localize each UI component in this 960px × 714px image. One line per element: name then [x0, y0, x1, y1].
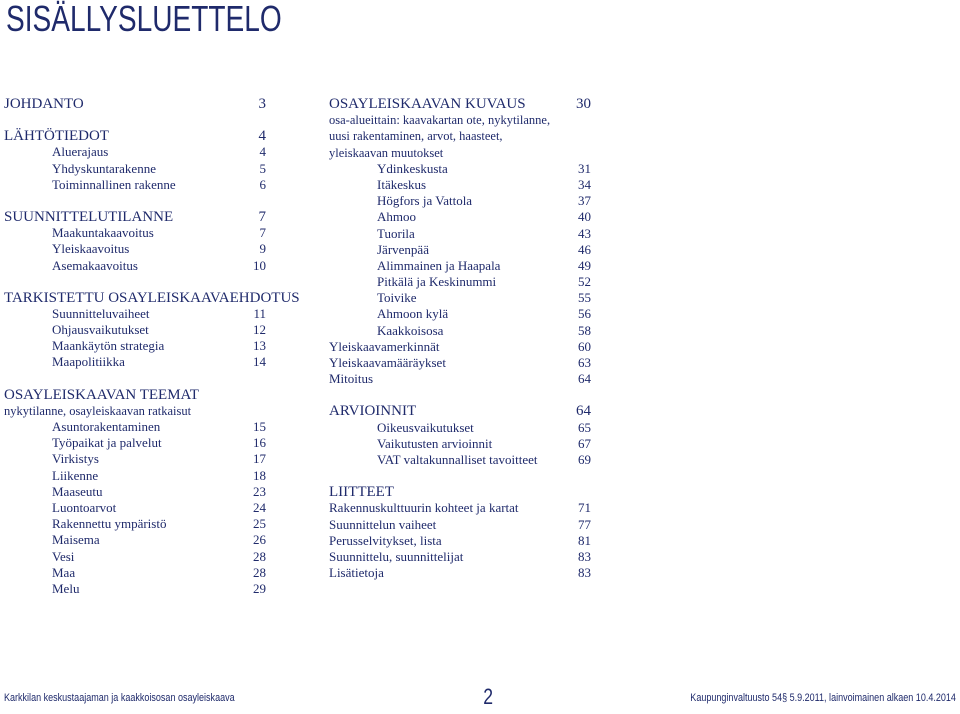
toc-entry[interactable] [4, 177, 266, 193]
toc-page-number: 63 [578, 355, 591, 370]
toc-page-number: 18 [253, 467, 266, 483]
toc-page-number: 14 [253, 354, 266, 370]
toc-entry[interactable] [329, 242, 591, 258]
toc-entry-title: SUUNNITTELUTILANNE [4, 208, 174, 225]
toc-entry-title: Virkistys [52, 451, 99, 467]
toc-entry[interactable] [329, 420, 591, 436]
toc-entry[interactable] [4, 484, 266, 500]
toc-entry-title: Yleiskaavoitus [52, 241, 130, 257]
toc-page-number: 28 [253, 548, 266, 564]
toc-entry[interactable] [329, 306, 591, 322]
toc-page-number: 55 [578, 290, 591, 306]
toc-section-heading[interactable] [4, 128, 266, 144]
toc-page-number: 83 [578, 565, 591, 581]
toc-entry[interactable] [329, 226, 591, 242]
toc-page-number: 24 [253, 499, 266, 515]
toc-entry[interactable] [4, 322, 266, 338]
toc-left-column [4, 96, 300, 597]
toc-page-number: 37 [578, 193, 591, 209]
toc-entry-title: Rakennuskulttuurin kohteet ja kartat [329, 500, 519, 516]
page-title: SISÄLLYSLUETTELO [6, 0, 282, 39]
toc-page-number: 29 [253, 580, 266, 596]
toc-entry-title: Ahmoon kylä [377, 306, 449, 322]
toc-entry-title: Suunnitteluvaiheet [52, 305, 150, 321]
toc-entry-title: uusi rakentaminen, arvot, haasteet, [329, 129, 503, 144]
toc-section-note[interactable] [329, 145, 591, 161]
toc-page-number: 28 [253, 564, 266, 580]
toc-section-heading[interactable] [329, 96, 591, 112]
toc-entry-title: Rakennettu ympäristö [52, 516, 167, 532]
toc-entry[interactable] [329, 436, 591, 452]
toc-entry[interactable] [329, 274, 591, 290]
toc-entry-title: LÄHTÖTIEDOT [4, 128, 109, 145]
footer-document-title: Karkkilan keskustaajaman ja kaakkoisosan osayleiskaava [4, 692, 235, 704]
toc-entry[interactable] [329, 290, 591, 306]
toc-page-number: 69 [578, 451, 591, 467]
toc-page-number: 25 [253, 516, 266, 532]
toc-page-number: 46 [578, 241, 591, 257]
toc-entry-title: Maisema [52, 532, 100, 548]
toc-entry[interactable] [4, 338, 266, 354]
toc-entry[interactable] [329, 177, 591, 193]
toc-page-number: 9 [259, 241, 266, 257]
toc-entry-title: Pitkälä ja Keskinummi [377, 274, 497, 290]
toc-page-number: 81 [578, 532, 591, 548]
toc-entry[interactable] [4, 225, 266, 241]
toc-entry[interactable] [329, 339, 591, 355]
toc-page-number: 71 [578, 500, 591, 516]
toc-page-number: 30 [576, 96, 591, 112]
toc-entry-title: VAT valtakunnalliset tavoitteet [377, 451, 538, 467]
toc-entry-title: Maakuntakaavoitus [52, 225, 154, 241]
toc-entry-title: JOHDANTO [4, 96, 84, 112]
section-spacer [4, 112, 266, 128]
section-spacer [4, 371, 266, 387]
toc-page-number: 43 [578, 225, 591, 241]
toc-section-heading[interactable] [4, 387, 266, 403]
toc-entry[interactable] [329, 161, 591, 177]
toc-page-number: 4 [258, 128, 266, 145]
section-spacer [329, 468, 591, 484]
toc-page-number: 31 [578, 160, 591, 176]
toc-page-number: 65 [578, 419, 591, 435]
toc-entry-title: osa-alueittain: kaavakartan ote, nykytilanne, [329, 113, 551, 128]
toc-entry-title: Suunnittelu, suunnittelijat [329, 548, 464, 564]
toc-page-number: 12 [253, 322, 266, 338]
toc-entry-title: OSAYLEISKAAVAN KUVAUS [329, 96, 526, 112]
toc-entry[interactable] [329, 193, 591, 209]
toc-entry[interactable] [4, 565, 266, 581]
toc-entry-title: Alimmainen ja Haapala [377, 257, 501, 273]
toc-entry-title: Ohjausvaikutukset [52, 322, 149, 338]
toc-entry[interactable] [4, 435, 266, 451]
toc-entry-title: Högfors ja Vattola [377, 193, 473, 209]
toc-page-number: 23 [253, 483, 266, 499]
toc-section-heading[interactable] [329, 484, 591, 500]
toc-entry[interactable] [329, 517, 591, 533]
toc-page-number: 13 [253, 338, 266, 354]
toc-page-number: 49 [578, 257, 591, 273]
toc-page-number: 83 [578, 548, 591, 564]
toc-page-number: 40 [578, 209, 591, 225]
toc-entry[interactable] [329, 533, 591, 549]
toc-entry-title: Toiminnallinen rakenne [52, 176, 176, 192]
toc-entry[interactable] [4, 516, 266, 532]
toc-section-note[interactable] [4, 403, 266, 419]
toc-entry-title: Mitoitus [329, 371, 374, 387]
toc-entry-title: Kaakkoisosa [377, 322, 444, 338]
toc-page-number: 5 [259, 160, 266, 176]
toc-page-number: 11 [253, 305, 266, 321]
toc-entry-title: Toivike [377, 290, 417, 306]
toc-entry[interactable] [329, 371, 591, 387]
toc-entry-title: Tuorila [377, 225, 415, 241]
toc-section-note[interactable] [329, 128, 591, 144]
toc-page-number: 60 [578, 338, 591, 354]
toc-section-heading[interactable] [329, 403, 591, 419]
toc-page-number: 26 [253, 532, 266, 548]
toc-page-number: 4 [259, 144, 266, 160]
toc-entry[interactable] [329, 258, 591, 274]
toc-entry[interactable] [4, 306, 266, 322]
page-number: 2 [483, 684, 494, 709]
toc-page-number: 77 [578, 516, 591, 532]
toc-entry[interactable] [4, 161, 266, 177]
toc-entry[interactable] [4, 532, 266, 548]
toc-page-number: 16 [253, 435, 266, 451]
toc-page-number: 10 [253, 257, 266, 273]
toc-entry[interactable] [4, 468, 266, 484]
toc-entry-title: Maapolitiikka [52, 354, 125, 370]
section-spacer [4, 193, 266, 209]
toc-page-number: 15 [253, 419, 266, 434]
toc-section-heading[interactable] [4, 96, 266, 112]
toc-entry[interactable] [329, 452, 591, 468]
toc-page-number: 58 [578, 322, 591, 338]
toc-entry-title: Lisätietoja [329, 565, 384, 581]
toc-entry-title: Itäkeskus [377, 176, 427, 192]
toc-entry-title: OSAYLEISKAAVAN TEEMAT [4, 386, 199, 403]
toc-entry-title: Työpaikat ja palvelut [52, 435, 162, 451]
toc-entry[interactable] [329, 549, 591, 565]
toc-entry[interactable] [329, 209, 591, 225]
toc-entry-title: Maaseutu [52, 483, 103, 499]
toc-entry[interactable] [4, 354, 266, 370]
toc-section-note[interactable] [329, 112, 591, 128]
toc-entry-title: Asuntorakentaminen [52, 419, 161, 434]
toc-page-number: 56 [578, 306, 591, 322]
toc-entry[interactable] [4, 500, 266, 516]
toc-entry[interactable] [4, 549, 266, 565]
toc-entry[interactable] [329, 565, 591, 581]
toc-page-number: 67 [578, 435, 591, 451]
toc-entry[interactable] [4, 581, 266, 597]
toc-entry-title: Melu [52, 580, 80, 596]
toc-entry[interactable] [4, 144, 266, 160]
toc-entry[interactable] [329, 355, 591, 371]
toc-entry-title: LIITTEET [329, 484, 394, 501]
toc-page-number: 6 [259, 176, 266, 192]
toc-entry-title: yleiskaavan muutokset [329, 145, 444, 160]
toc-entry[interactable] [329, 500, 591, 516]
section-spacer [329, 387, 591, 403]
toc-entry-title: Liikenne [52, 467, 99, 483]
toc-right-column [329, 96, 591, 581]
footer-approval-info: Kaupunginvaltuusto 54§ 5.9.2011, lainvoimainen alkaen 10.4.2014 [690, 692, 956, 704]
toc-entry-title: Suunnittelun vaiheet [329, 516, 437, 532]
toc-entry-title: Asemakaavoitus [52, 257, 138, 273]
toc-page-number: 34 [578, 176, 591, 192]
toc-entry[interactable] [4, 451, 266, 467]
toc-entry-title: nykytilanne, osayleiskaavan ratkaisut [4, 403, 192, 418]
toc-entry-title: Luontoarvot [52, 499, 117, 515]
toc-page-number: 7 [259, 225, 266, 241]
toc-entry-title: Aluerajaus [52, 144, 109, 160]
section-spacer [4, 274, 266, 290]
toc-page-number: 52 [578, 274, 591, 290]
toc-page-number: 3 [258, 96, 266, 112]
toc-page-number: 17 [253, 451, 266, 467]
toc-entry-title: Maankäytön strategia [52, 338, 165, 354]
toc-entry-title: Järvenpää [377, 241, 429, 257]
toc-entry-title: Yleiskaavamääräykset [329, 355, 446, 370]
toc-section-heading[interactable] [4, 209, 266, 225]
toc-section-heading[interactable] [4, 289, 300, 306]
toc-page-number: 7 [258, 208, 266, 225]
toc-entry-title: TARKISTETTU OSAYLEISKAAVAEHDOTUS [4, 289, 300, 306]
toc-entry[interactable] [4, 241, 266, 257]
toc-entry-title: Yhdyskuntarakenne [52, 160, 156, 176]
toc-entry[interactable] [329, 323, 591, 339]
toc-entry-title: Ydinkeskusta [377, 160, 448, 176]
toc-entry-title: Vesi [52, 548, 75, 564]
toc-page-number: 64 [576, 403, 591, 420]
toc-entry-title: Yleiskaavamerkinnät [329, 338, 440, 354]
toc-entry-title: Ahmoo [377, 209, 416, 225]
toc-entry[interactable] [4, 419, 266, 435]
toc-entry-title: Maa [52, 564, 76, 580]
toc-entry-title: Oikeusvaikutukset [377, 419, 474, 435]
toc-entry-title: Perusselvitykset, lista [329, 532, 442, 548]
toc-entry[interactable] [4, 258, 266, 274]
toc-entry-title: Vaikutusten arvioinnit [377, 435, 493, 451]
toc-page-number: 64 [578, 371, 591, 387]
toc-entry-title: ARVIOINNIT [329, 403, 417, 420]
